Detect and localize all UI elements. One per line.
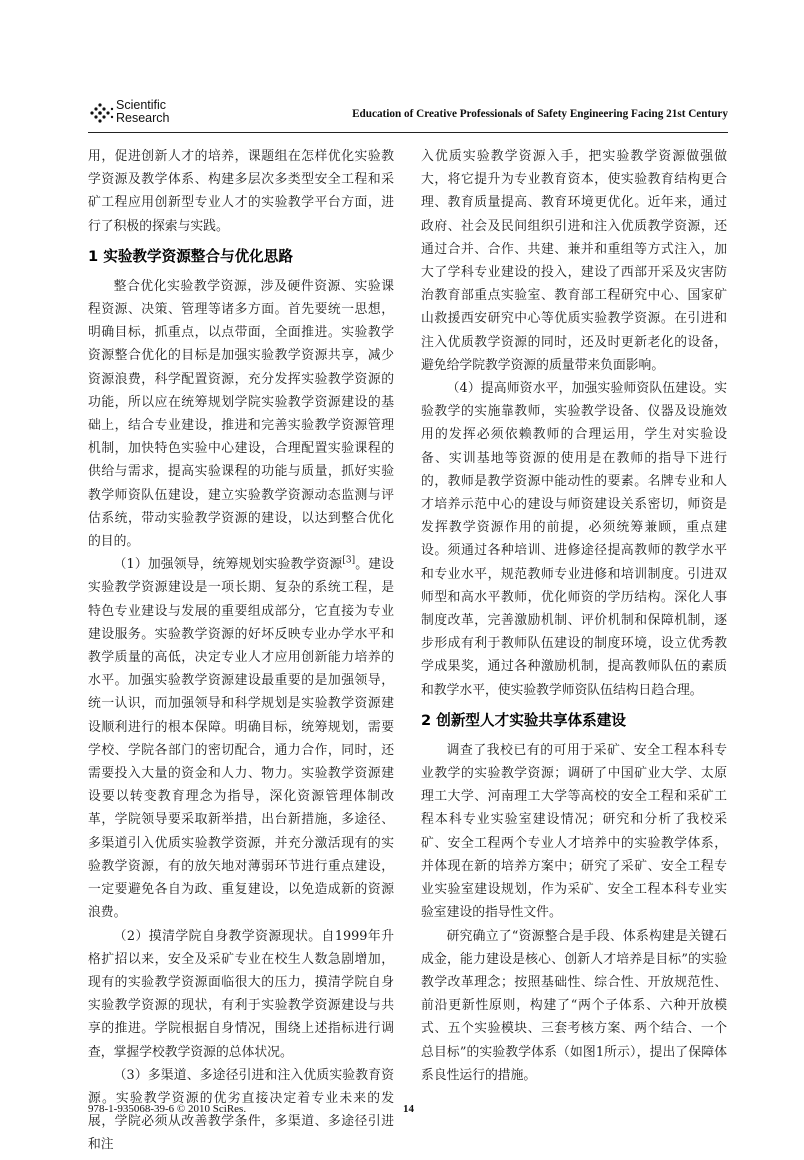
citation-ref: [3] [342, 555, 356, 566]
right-column [421, 145, 727, 1087]
page-header [88, 96, 728, 133]
publisher-logo [88, 98, 208, 128]
isbn-copyright: 978-1-935068-39-6 © 2010 SciRes. [88, 1103, 247, 1115]
section-heading-1: 1 实验教学资源整合与优化思路 [88, 247, 293, 265]
logo-text [116, 99, 170, 125]
logo-line-1: Scientific [116, 98, 167, 112]
paragraph: （2）摸清学院自身教学资源现状。自1999年升格扩招以来，安全及采矿专业在校生人数急剧增加，现有的实验教学资源面临很大的压力，摸清学院自身实验教学资源的现状，有利于实验教学资源建设与共享的推进。学院根据自身情况，围绕上述指标进行调查，掌握学校教学资源的总体状况。 [88, 928, 394, 1060]
paragraph: 研究确立了“资源整合是手段、体系构建是关键石成金，能力建设是核心、创新人才培养是目标”的实验教学改革理念；按照基础性、综合性、开放规范性、前沿更新性原则，构建了“两个子体系、六种开放模式、五个实验模块、三套考核方案、两个结合、一个总目标”的实验教学体系（如图1所示），提出了保障体系良性运行的措施。 [421, 928, 727, 1083]
paragraph: （3）多渠道、多途径引进和注入优质实验教育资源。实验教学资源的优劣直接决定着专业未来的发展，学院必须从改善教学条件，多渠道、多途径引进和注 [88, 1067, 394, 1153]
paragraph: （4）提高师资水平，加强实验师资队伍建设。实验教学的实施靠教师，实验教学设备、仪器及设施效用的发挥必须依赖教师的合理运用，学生对实验设备、实训基地等资源的使用是在教师的指导下进行的，教师是教学资源中能动性的要素。名牌专业和人才培养示范中心的建设与师资建设关系密切，师资是发挥教学资源作用的前提，必须统筹兼顾，重点建设。须通过各种培训、进修途径提高教师的教学水平和专业水平，规范教师专业进修和培训制度。引进双师型和高水平教师，优化师资的学历结构。深化人事制度改革，完善激励机制、评价机制和保障机制，逐步形成有利于教师队伍建设的制度环境，设立优秀教学成果奖，通过各种激励机制，提高教师队伍的素质和教学水平，使实验教学师资队伍结构日趋合理。 [421, 381, 727, 698]
logo-line-2: Research [116, 111, 170, 125]
scientific-research-logo-icon [88, 102, 114, 124]
paragraph: 调查了我校已有的可用于采矿、安全工程本科专业教学的实验教学资源；调研了中国矿业大学、太原理工大学、河南理工大学等高校的安全工程和采矿工程本科专业实验室建设情况；研究和分析了我校采矿、安全工程两个专业人才培养中的实验教学体系，并体现在新的培养方案中；研究了采矿、安全工程专业实验室建设规划，作为采矿、安全工程本科专业实验室建设的指导性文件。 [421, 742, 727, 921]
section-heading-2: 2 创新型人才实验共享体系建设 [421, 711, 626, 729]
paragraph: 整合优化实验教学资源，涉及硬件资源、实验课程资源、决策、管理等诸多方面。首先要统一思想，明确目标，抓重点，以点带面，全面推进。实验教学资源整合优化的目标是加强实验教学资源共享，减少资源浪费，科学配置资源，充分发挥实验教学资源的功能，所以应在统筹规划学院实验教学资源建设的基础上，结合专业建设，推进和完善实验教学资源管理机制，加快特色实验中心建设，合理配置实验课程的供给与需求，提高实验课程的功能与质量，抓好实验教学师资队伍建设，建立实验教学资源动态监测与评估系统，带动实验教学资源的建设，以达到整合优化的目的。 [88, 278, 394, 550]
paragraph-lead: （1）加强领导，统筹规划实验教学资源 [113, 557, 343, 573]
paragraph: 入优质实验教学资源入手，把实验教学资源做强做大，将它提升为专业教育资本，使实验教育结构更合理、教育质量提高、教育环境更优化。近年来，通过政府、社会及民间组织引进和注入优质教学资源，还通过合并、合作、共建、兼并和重组等方式注入，加大了学科专业建设的投入，建设了西部开采及灾害防治教育部重点实验室、教育部工程研究中心、国家矿山救援西安研究中心等优质实验教学资源。在引进和注入优质教学资源的同时，还及时更新老化的设备，避免给学院教学资源的质量带来负面影响。 [421, 149, 727, 373]
running-header-title: Education of Creative Professionals of Safety Engineering Facing 21st Century [352, 108, 728, 120]
left-column [88, 145, 394, 1157]
paragraph [88, 553, 394, 924]
page-number: 14 [403, 1103, 414, 1115]
page-footer [88, 1103, 728, 1123]
paragraph-body: 。建设实验教学资源建设是一项长期、复杂的系统工程，是特色专业建设与发展的重要组成部分，它直接为专业建设服务。实验教学资源的好坏反映专业办学水平和教学质量的高低，决定专业人才应用创新能力培养的水平。加强实验教学资源建设最重要的是加强领导，统一认识，而加强领导和科学规划是实验教学资源建设顺利进行的根本保障。明确目标，统筹规划，需要学校、学院各部门的密切配合，通力合作，同时，还需要投入大量的资金和人力、物力。实验教学资源建设要以转变教育理念为指导，深化资源管理体制改革，学院领导要采取新举措，出台新措施，多途径、多渠道引入优质实验教学资源，并充分激活现有的实验教学资源，有的放矢地对薄弱环节进行重点建设，一定要避免各自为政、重复建设，以免造成新的资源浪费。 [88, 557, 394, 921]
paragraph: 用，促进创新人才的培养，课题组在怎样优化实验教学资源及教学体系、构建多层次多类型安全工程和采矿工程应用创新型专业人才的实验教学平台方面，进行了积极的探索与实践。 [88, 149, 394, 234]
